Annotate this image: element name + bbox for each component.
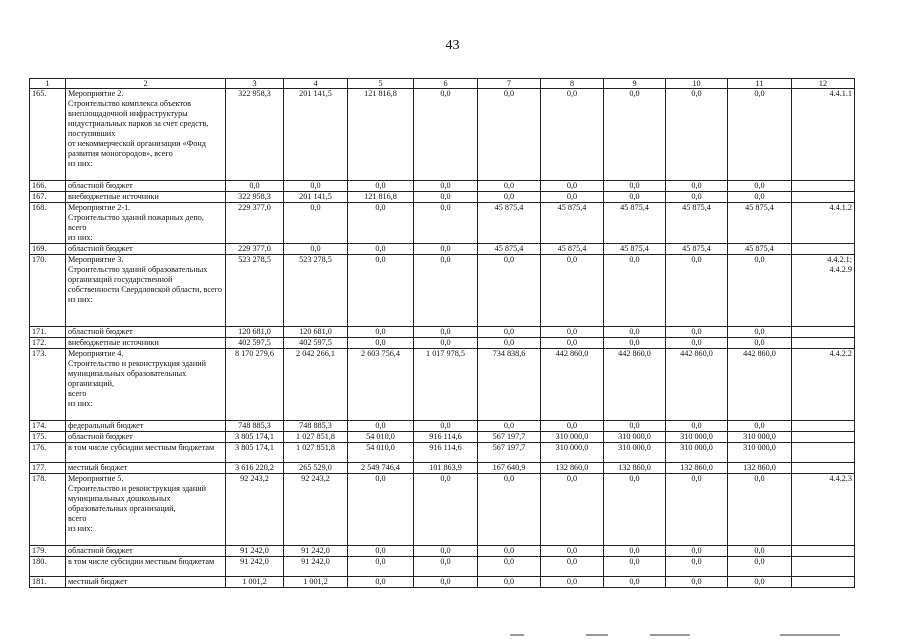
column-header: 2 bbox=[66, 79, 226, 89]
value-cell: 402 597,5 bbox=[226, 338, 284, 349]
value-cell: 0,0 bbox=[348, 181, 414, 192]
value-cell: 132 860,0 bbox=[604, 463, 666, 474]
row-number: 168. bbox=[30, 203, 66, 244]
table-row bbox=[30, 192, 855, 203]
value-cell: 45 875,4 bbox=[728, 203, 792, 244]
value-cell: 0,0 bbox=[604, 421, 666, 432]
value-cell: 322 958,3 bbox=[226, 192, 284, 203]
row-title: областной бюджет bbox=[66, 244, 226, 255]
value-cell: 0,0 bbox=[478, 421, 541, 432]
column-header: 6 bbox=[414, 79, 478, 89]
value-cell: 0,0 bbox=[541, 255, 604, 327]
value-cell: 0,0 bbox=[478, 338, 541, 349]
value-cell: 132 860,0 bbox=[541, 463, 604, 474]
value-cell: 0,0 bbox=[604, 181, 666, 192]
value-cell: 0,0 bbox=[414, 244, 478, 255]
value-cell: 0,0 bbox=[604, 338, 666, 349]
value-cell: 0,0 bbox=[541, 474, 604, 546]
row-number: 178. bbox=[30, 474, 66, 546]
value-cell: 0,0 bbox=[666, 577, 728, 588]
value-cell: 310 000,0 bbox=[666, 432, 728, 443]
table-row bbox=[30, 474, 855, 546]
value-cell: 0,0 bbox=[414, 474, 478, 546]
value-cell: 120 681,0 bbox=[226, 327, 284, 338]
table-row bbox=[30, 546, 855, 557]
value-cell: 0,0 bbox=[478, 181, 541, 192]
table-row bbox=[30, 349, 855, 421]
value-cell: 0,0 bbox=[541, 557, 604, 577]
value-cell: 0,0 bbox=[666, 338, 728, 349]
value-cell: 0,0 bbox=[348, 557, 414, 577]
value-cell: 54 010,0 bbox=[348, 432, 414, 443]
scan-artifact bbox=[780, 634, 840, 636]
value-cell: 0,0 bbox=[541, 327, 604, 338]
table-row bbox=[30, 443, 855, 463]
value-cell: 0,0 bbox=[348, 255, 414, 327]
value-cell: 8 170 279,6 bbox=[226, 349, 284, 421]
scan-artifact bbox=[650, 634, 690, 636]
value-cell: 132 860,0 bbox=[728, 463, 792, 474]
goal-reference bbox=[792, 192, 855, 203]
value-cell: 0,0 bbox=[728, 192, 792, 203]
column-header: 5 bbox=[348, 79, 414, 89]
value-cell: 402 597,5 bbox=[284, 338, 348, 349]
value-cell: 0,0 bbox=[414, 421, 478, 432]
value-cell: 0,0 bbox=[414, 192, 478, 203]
row-number: 171. bbox=[30, 327, 66, 338]
row-number: 165. bbox=[30, 89, 66, 181]
value-cell: 92 243,2 bbox=[284, 474, 348, 546]
value-cell: 442 860,0 bbox=[604, 349, 666, 421]
value-cell: 45 875,4 bbox=[478, 244, 541, 255]
value-cell: 0,0 bbox=[478, 89, 541, 181]
table-row bbox=[30, 557, 855, 577]
value-cell: 3 805 174,1 bbox=[226, 443, 284, 463]
value-cell: 310 000,0 bbox=[728, 432, 792, 443]
table-row bbox=[30, 203, 855, 244]
goal-reference bbox=[792, 463, 855, 474]
budget-table bbox=[29, 78, 855, 588]
value-cell: 0,0 bbox=[541, 192, 604, 203]
row-title: в том числе субсидии местным бюджетам bbox=[66, 443, 226, 463]
table-row bbox=[30, 421, 855, 432]
scan-artifact bbox=[510, 634, 524, 636]
value-cell: 0,0 bbox=[541, 577, 604, 588]
value-cell: 0,0 bbox=[414, 89, 478, 181]
page-number: 43 bbox=[445, 38, 460, 53]
value-cell: 2 549 746,4 bbox=[348, 463, 414, 474]
row-title: областной бюджет bbox=[66, 181, 226, 192]
table-row bbox=[30, 244, 855, 255]
value-cell: 310 000,0 bbox=[666, 443, 728, 463]
value-cell: 1 017 978,5 bbox=[414, 349, 478, 421]
value-cell: 0,0 bbox=[478, 557, 541, 577]
goal-reference bbox=[792, 546, 855, 557]
value-cell: 229 377,0 bbox=[226, 244, 284, 255]
value-cell: 0,0 bbox=[348, 474, 414, 546]
value-cell: 201 141,5 bbox=[284, 192, 348, 203]
value-cell: 0,0 bbox=[604, 546, 666, 557]
value-cell: 1 027 851,8 bbox=[284, 443, 348, 463]
goal-reference: 4.4.2.1; 4.4.2.9 bbox=[792, 255, 855, 327]
row-title: Мероприятие 2. Строительство комплекса объектов внеплощадочной инфраструктуры индустриальных парков за счет средств, поступивших от некоммерческой организации «Фонд развития моногородов», всего из них: bbox=[66, 89, 226, 181]
row-title: внебюджетные источники bbox=[66, 338, 226, 349]
value-cell: 748 885,3 bbox=[226, 421, 284, 432]
value-cell: 0,0 bbox=[666, 474, 728, 546]
value-cell: 0,0 bbox=[604, 577, 666, 588]
goal-reference: 4.4.2.3 bbox=[792, 474, 855, 546]
value-cell: 0,0 bbox=[348, 327, 414, 338]
row-number: 169. bbox=[30, 244, 66, 255]
value-cell: 2 042 266,1 bbox=[284, 349, 348, 421]
value-cell: 0,0 bbox=[728, 557, 792, 577]
row-title: областной бюджет bbox=[66, 327, 226, 338]
value-cell: 523 278,5 bbox=[226, 255, 284, 327]
value-cell: 0,0 bbox=[414, 255, 478, 327]
value-cell: 1 027 851,8 bbox=[284, 432, 348, 443]
value-cell: 91 242,0 bbox=[226, 557, 284, 577]
value-cell: 91 242,0 bbox=[284, 546, 348, 557]
value-cell: 0,0 bbox=[226, 181, 284, 192]
value-cell: 0,0 bbox=[728, 577, 792, 588]
value-cell: 0,0 bbox=[414, 577, 478, 588]
value-cell: 0,0 bbox=[414, 203, 478, 244]
goal-reference bbox=[792, 577, 855, 588]
value-cell: 45 875,4 bbox=[666, 244, 728, 255]
column-header: 12 bbox=[792, 79, 855, 89]
value-cell: 916 114,6 bbox=[414, 432, 478, 443]
row-number: 170. bbox=[30, 255, 66, 327]
value-cell: 0,0 bbox=[666, 255, 728, 327]
value-cell: 0,0 bbox=[478, 474, 541, 546]
row-title: Мероприятие 5. Строительство и реконструкция зданий муниципальных дошкольных образовательных организаций, всего из них: bbox=[66, 474, 226, 546]
row-number: 181. bbox=[30, 577, 66, 588]
table-row bbox=[30, 338, 855, 349]
value-cell: 310 000,0 bbox=[728, 443, 792, 463]
value-cell: 0,0 bbox=[728, 474, 792, 546]
goal-reference: 4.4.2.2 bbox=[792, 349, 855, 421]
row-title: местный бюджет bbox=[66, 463, 226, 474]
row-title: областной бюджет bbox=[66, 546, 226, 557]
row-number: 176. bbox=[30, 443, 66, 463]
value-cell: 0,0 bbox=[666, 421, 728, 432]
column-header: 11 bbox=[728, 79, 792, 89]
value-cell: 567 197,7 bbox=[478, 443, 541, 463]
value-cell: 0,0 bbox=[541, 338, 604, 349]
goal-reference bbox=[792, 327, 855, 338]
column-header: 4 bbox=[284, 79, 348, 89]
value-cell: 167 640,9 bbox=[478, 463, 541, 474]
value-cell: 0,0 bbox=[348, 546, 414, 557]
value-cell: 45 875,4 bbox=[604, 203, 666, 244]
table-row bbox=[30, 432, 855, 443]
row-title: внебюджетные источники bbox=[66, 192, 226, 203]
row-title: местный бюджет bbox=[66, 577, 226, 588]
column-header: 1 bbox=[30, 79, 66, 89]
value-cell: 442 860,0 bbox=[541, 349, 604, 421]
column-header: 10 bbox=[666, 79, 728, 89]
goal-reference: 4.4.1.2 bbox=[792, 203, 855, 244]
table-row bbox=[30, 255, 855, 327]
goal-reference bbox=[792, 421, 855, 432]
goal-reference bbox=[792, 244, 855, 255]
value-cell: 0,0 bbox=[728, 546, 792, 557]
value-cell: 0,0 bbox=[728, 327, 792, 338]
goal-reference bbox=[792, 181, 855, 192]
value-cell: 0,0 bbox=[604, 327, 666, 338]
value-cell: 0,0 bbox=[728, 255, 792, 327]
value-cell: 0,0 bbox=[728, 89, 792, 181]
scan-artifact bbox=[586, 634, 608, 636]
value-cell: 0,0 bbox=[348, 338, 414, 349]
value-cell: 0,0 bbox=[666, 327, 728, 338]
value-cell: 0,0 bbox=[541, 546, 604, 557]
value-cell: 265 529,0 bbox=[284, 463, 348, 474]
row-title: Мероприятие 3. Строительство зданий образовательных организаций государственной собственности Свердловской области, всего из них: bbox=[66, 255, 226, 327]
value-cell: 322 958,3 bbox=[226, 89, 284, 181]
value-cell: 101 863,9 bbox=[414, 463, 478, 474]
value-cell: 0,0 bbox=[604, 557, 666, 577]
value-cell: 91 242,0 bbox=[284, 557, 348, 577]
row-number: 177. bbox=[30, 463, 66, 474]
column-header: 9 bbox=[604, 79, 666, 89]
table-row bbox=[30, 89, 855, 181]
value-cell: 0,0 bbox=[666, 192, 728, 203]
row-number: 166. bbox=[30, 181, 66, 192]
row-title: в том числе субсидии местным бюджетам bbox=[66, 557, 226, 577]
value-cell: 442 860,0 bbox=[666, 349, 728, 421]
value-cell: 0,0 bbox=[604, 474, 666, 546]
goal-reference bbox=[792, 443, 855, 463]
value-cell: 3 805 174,1 bbox=[226, 432, 284, 443]
value-cell: 45 875,4 bbox=[478, 203, 541, 244]
value-cell: 0,0 bbox=[284, 244, 348, 255]
value-cell: 0,0 bbox=[541, 89, 604, 181]
value-cell: 121 816,8 bbox=[348, 192, 414, 203]
row-title: областной бюджет bbox=[66, 432, 226, 443]
value-cell: 0,0 bbox=[348, 244, 414, 255]
value-cell: 0,0 bbox=[604, 192, 666, 203]
value-cell: 0,0 bbox=[478, 255, 541, 327]
row-number: 167. bbox=[30, 192, 66, 203]
row-number: 175. bbox=[30, 432, 66, 443]
row-number: 180. bbox=[30, 557, 66, 577]
value-cell: 0,0 bbox=[666, 557, 728, 577]
value-cell: 132 860,0 bbox=[666, 463, 728, 474]
value-cell: 0,0 bbox=[728, 338, 792, 349]
value-cell: 45 875,4 bbox=[541, 244, 604, 255]
value-cell: 748 885,3 bbox=[284, 421, 348, 432]
value-cell: 916 114,6 bbox=[414, 443, 478, 463]
value-cell: 0,0 bbox=[414, 181, 478, 192]
value-cell: 2 603 756,4 bbox=[348, 349, 414, 421]
value-cell: 0,0 bbox=[478, 192, 541, 203]
table-row bbox=[30, 327, 855, 338]
value-cell: 0,0 bbox=[414, 557, 478, 577]
value-cell: 0,0 bbox=[666, 181, 728, 192]
table-row bbox=[30, 181, 855, 192]
value-cell: 310 000,0 bbox=[604, 432, 666, 443]
value-cell: 0,0 bbox=[604, 89, 666, 181]
value-cell: 0,0 bbox=[348, 577, 414, 588]
column-header: 3 bbox=[226, 79, 284, 89]
value-cell: 0,0 bbox=[728, 421, 792, 432]
value-cell: 0,0 bbox=[541, 181, 604, 192]
value-cell: 45 875,4 bbox=[728, 244, 792, 255]
value-cell: 310 000,0 bbox=[541, 432, 604, 443]
value-cell: 442 860,0 bbox=[728, 349, 792, 421]
value-cell: 0,0 bbox=[414, 338, 478, 349]
value-cell: 3 616 220,2 bbox=[226, 463, 284, 474]
column-header: 8 bbox=[541, 79, 604, 89]
value-cell: 0,0 bbox=[541, 421, 604, 432]
value-cell: 229 377,0 bbox=[226, 203, 284, 244]
row-number: 173. bbox=[30, 349, 66, 421]
table-row bbox=[30, 577, 855, 588]
value-cell: 120 681,0 bbox=[284, 327, 348, 338]
value-cell: 0,0 bbox=[604, 255, 666, 327]
value-cell: 45 875,4 bbox=[604, 244, 666, 255]
value-cell: 201 141,5 bbox=[284, 89, 348, 181]
value-cell: 54 010,0 bbox=[348, 443, 414, 463]
row-title: федеральный бюджет bbox=[66, 421, 226, 432]
header-row bbox=[30, 79, 855, 89]
value-cell: 0,0 bbox=[478, 327, 541, 338]
value-cell: 0,0 bbox=[414, 327, 478, 338]
row-title: Мероприятие 2-1. Строительство зданий пожарных депо, всего из них: bbox=[66, 203, 226, 244]
goal-reference: 4.4.1.1 bbox=[792, 89, 855, 181]
value-cell: 45 875,4 bbox=[666, 203, 728, 244]
value-cell: 0,0 bbox=[478, 577, 541, 588]
value-cell: 0,0 bbox=[728, 181, 792, 192]
value-cell: 310 000,0 bbox=[604, 443, 666, 463]
value-cell: 523 278,5 bbox=[284, 255, 348, 327]
row-number: 174. bbox=[30, 421, 66, 432]
row-number: 172. bbox=[30, 338, 66, 349]
value-cell: 121 816,8 bbox=[348, 89, 414, 181]
value-cell: 91 242,0 bbox=[226, 546, 284, 557]
value-cell: 0,0 bbox=[284, 203, 348, 244]
row-title: Мероприятие 4. Строительство и реконструкция зданий муниципальных образовательных организаций, всего из них: bbox=[66, 349, 226, 421]
goal-reference bbox=[792, 432, 855, 443]
row-number: 179. bbox=[30, 546, 66, 557]
value-cell: 0,0 bbox=[348, 421, 414, 432]
value-cell: 310 000,0 bbox=[541, 443, 604, 463]
value-cell: 1 001,2 bbox=[284, 577, 348, 588]
goal-reference bbox=[792, 338, 855, 349]
value-cell: 0,0 bbox=[348, 203, 414, 244]
column-header: 7 bbox=[478, 79, 541, 89]
table-row bbox=[30, 463, 855, 474]
value-cell: 0,0 bbox=[666, 546, 728, 557]
value-cell: 0,0 bbox=[666, 89, 728, 181]
value-cell: 1 001,2 bbox=[226, 577, 284, 588]
value-cell: 567 197,7 bbox=[478, 432, 541, 443]
goal-reference bbox=[792, 557, 855, 577]
value-cell: 92 243,2 bbox=[226, 474, 284, 546]
value-cell: 0,0 bbox=[284, 181, 348, 192]
value-cell: 45 875,4 bbox=[541, 203, 604, 244]
value-cell: 0,0 bbox=[478, 546, 541, 557]
value-cell: 734 838,6 bbox=[478, 349, 541, 421]
value-cell: 0,0 bbox=[414, 546, 478, 557]
